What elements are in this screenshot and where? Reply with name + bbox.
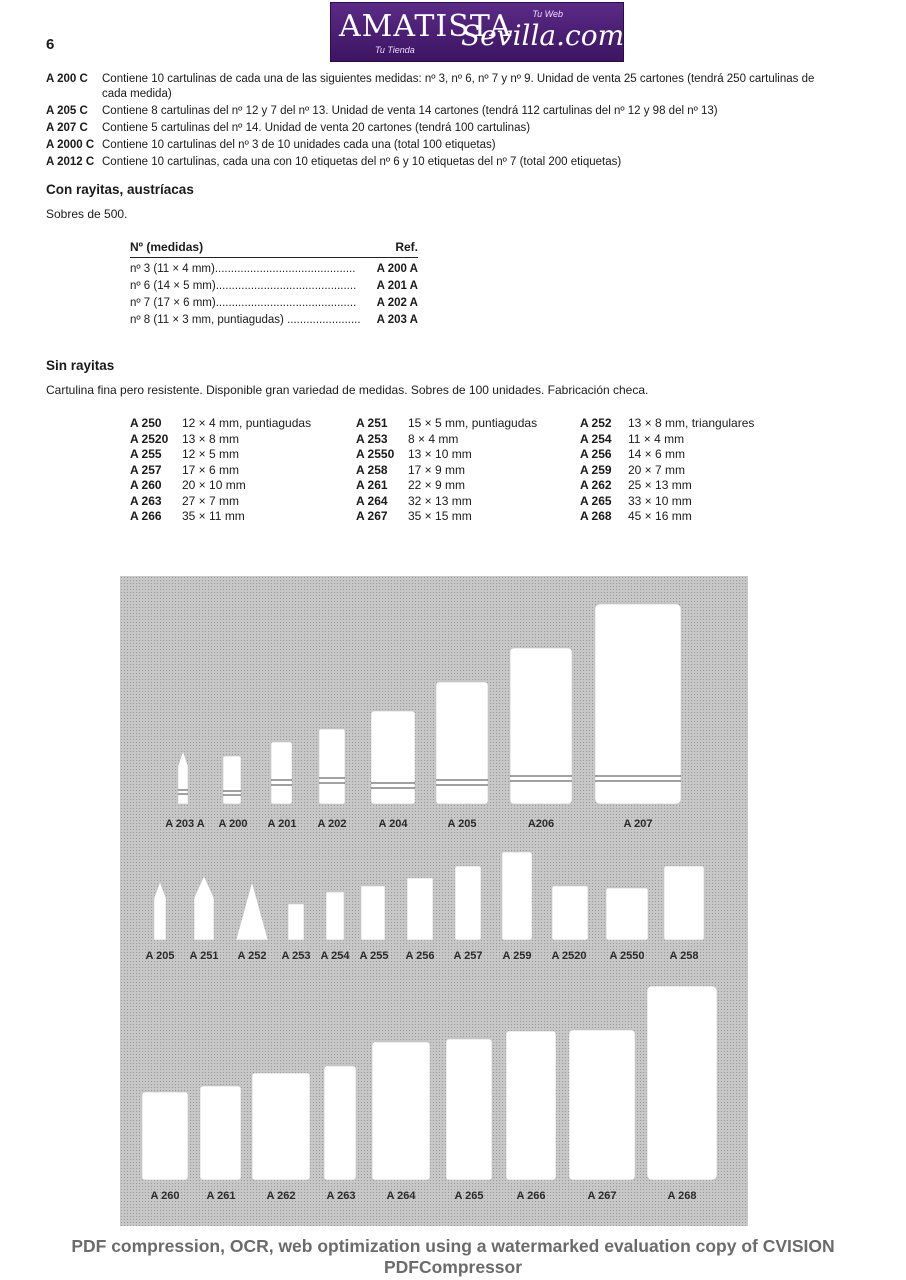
ref-cell: A 201 A — [376, 280, 418, 292]
label-shape — [647, 986, 717, 1180]
code: A 2000 C — [46, 139, 95, 151]
label-shape — [455, 866, 481, 940]
label-shape — [552, 886, 588, 940]
photo-label: A 267 — [587, 1190, 617, 1202]
list-item — [580, 416, 754, 432]
item-size: 33 × 10 mm — [628, 493, 692, 508]
label-shape — [200, 1086, 241, 1180]
item-size: 14 × 6 mm — [628, 447, 686, 461]
size-cell: nº 7 (17 × 6 mm)............................................ — [130, 297, 357, 309]
photo-label: A 258 — [669, 950, 699, 962]
list-item — [130, 509, 311, 525]
item-code: A 252 — [580, 416, 612, 430]
code-row — [46, 155, 836, 170]
label-shape — [178, 751, 188, 804]
item-code: A 2550 — [356, 447, 395, 461]
photo-label: A 254 — [320, 950, 350, 962]
photo-label: A 263 — [326, 1190, 356, 1202]
list-item — [580, 432, 754, 448]
label-shape — [326, 892, 344, 940]
item-code: A 2520 — [130, 431, 169, 446]
watermark-text: PDF compression, OCR, web optimization using a watermarked evaluation copy of CVISION PDFCompressor — [71, 1236, 835, 1277]
amatista-logo — [330, 2, 624, 62]
logo-sub-text: Sevilla.com — [461, 19, 625, 52]
table-row — [130, 297, 418, 314]
item-size: 11 × 4 mm — [628, 431, 685, 446]
col-sizes-header: Nº (medidas) — [130, 240, 204, 254]
photo-label: A206 — [527, 818, 555, 830]
sizes-table — [130, 240, 418, 331]
photo-label: A 266 — [516, 1190, 546, 1202]
table-row — [130, 280, 418, 297]
item-size: 12 × 4 mm, puntiagudas — [182, 416, 312, 430]
item-code: A 255 — [130, 447, 162, 461]
labels-photo — [120, 576, 748, 1226]
item-size: 13 × 10 mm — [408, 447, 472, 461]
list-item — [356, 416, 537, 432]
item-code: A 260 — [130, 478, 162, 492]
list-item — [356, 447, 537, 463]
photo-label: A 264 — [386, 1190, 416, 1202]
item-size: 17 × 9 mm — [408, 462, 466, 477]
photo-label: A 252 — [237, 950, 267, 962]
col-ref-header: Ref. — [395, 240, 418, 254]
photo-label: A 256 — [405, 950, 435, 962]
page-number: 6 — [46, 36, 55, 53]
photo-label: A 253 — [281, 950, 311, 962]
labels-illustration — [120, 576, 748, 1226]
photo-label: A 205 — [145, 950, 175, 962]
item-code: A 256 — [580, 447, 612, 461]
list-item — [580, 463, 754, 479]
photo-label: A 255 — [359, 950, 389, 962]
item-size: 15 × 5 mm, puntiagudas — [408, 416, 538, 430]
item-code: A 268 — [580, 509, 612, 523]
code-row — [46, 72, 836, 102]
photo-label: A 259 — [502, 950, 532, 962]
photo-label: A 262 — [266, 1190, 296, 1202]
photo-label: A 205 — [447, 818, 477, 830]
photo-label: A 201 — [267, 818, 297, 830]
list-item — [580, 509, 754, 525]
code: A 200 C — [46, 73, 88, 85]
size-cell: nº 6 (14 × 5 mm)............................................ — [130, 280, 357, 292]
label-shape — [236, 882, 268, 940]
section-title-con-rayitas: Con rayitas, austríacas — [46, 182, 194, 197]
list-item — [356, 432, 537, 448]
label-shape — [361, 886, 385, 940]
list-item — [130, 478, 311, 494]
list-item — [580, 478, 754, 494]
label-shape — [252, 1073, 310, 1180]
list-item — [130, 463, 311, 479]
photo-label: A 2520 — [551, 950, 587, 962]
item-code: A 262 — [580, 478, 612, 492]
item-code: A 257 — [130, 462, 162, 477]
item-code: A 259 — [580, 462, 612, 477]
item-code: A 251 — [356, 416, 388, 430]
sizes-column-2 — [356, 416, 537, 525]
item-code: A 265 — [580, 493, 612, 508]
label-shape — [288, 904, 304, 940]
item-code: A 261 — [356, 478, 388, 492]
label-shape — [595, 604, 681, 804]
photo-label: A 265 — [454, 1190, 484, 1202]
item-size: 13 × 8 mm, triangulares — [628, 416, 755, 430]
code-description: Contiene 8 cartulinas del nº 12 y 7 del nº 13. Unidad de venta 14 cartones (tendrá 112 cartulinas del nº 12 y 98 del nº 13) — [102, 105, 718, 117]
item-size: 20 × 10 mm — [182, 478, 246, 492]
logo-tag-shop: Tu Tienda — [375, 45, 415, 55]
section-title-sin-rayitas: Sin rayitas — [46, 358, 115, 373]
code-row — [46, 138, 836, 153]
item-code: A 254 — [580, 431, 612, 446]
list-item — [130, 494, 311, 510]
photo-label: A 257 — [453, 950, 483, 962]
table-row — [130, 263, 418, 280]
label-shape — [569, 1030, 635, 1180]
item-size: 13 × 8 mm — [182, 431, 240, 446]
section-subtitle-sin-rayitas: Cartulina fina pero resistente. Disponible gran variedad de medidas. Sobres de 100 unidades. Fabricación checa. — [46, 383, 649, 397]
code-row — [46, 104, 836, 119]
label-shape — [502, 852, 532, 940]
photo-label: A 202 — [317, 818, 347, 830]
code-row — [46, 121, 836, 136]
item-code: A 250 — [130, 416, 162, 430]
label-shape — [506, 1031, 556, 1180]
list-item — [130, 416, 311, 432]
item-size: 35 × 15 mm — [408, 509, 472, 523]
photo-label: A 268 — [667, 1190, 697, 1202]
item-code: A 263 — [130, 493, 162, 508]
code-description: Contiene 10 cartulinas de cada una de las siguientes medidas: nº 3, nº 6, nº 7 y nº 9. Unidad de venta 25 cartones (tendrá 250 cartulinas de cada medida) — [102, 73, 815, 100]
label-shape — [436, 682, 488, 804]
photo-label: A 2550 — [609, 950, 645, 962]
ref-cell: A 202 A — [376, 297, 418, 309]
label-shape — [271, 742, 292, 804]
list-item — [356, 478, 537, 494]
photo-label: A 203 A — [165, 818, 205, 830]
photo-label: A 207 — [623, 818, 653, 830]
item-size: 27 × 7 mm — [182, 493, 240, 508]
item-code: A 267 — [356, 509, 388, 523]
item-size: 17 × 6 mm — [182, 462, 240, 477]
label-shape — [142, 1092, 188, 1180]
label-shape — [664, 866, 704, 940]
ref-cell: A 200 A — [376, 263, 418, 275]
code-description: Contiene 10 cartulinas del nº 3 de 10 unidades cada una (total 100 etiquetas) — [102, 139, 496, 151]
label-shape — [324, 1066, 356, 1180]
photo-label: A 204 — [378, 818, 408, 830]
list-item — [130, 447, 311, 463]
code-description: Contiene 5 cartulinas del nº 14. Unidad de venta 20 cartones (tendrá 100 cartulinas) — [102, 122, 531, 134]
label-shape — [194, 876, 214, 940]
sizes-column-3 — [580, 416, 754, 525]
item-size: 32 × 13 mm — [408, 493, 472, 508]
code: A 2012 C — [46, 156, 95, 168]
section-subtitle-con-rayitas: Sobres de 500. — [46, 207, 128, 221]
label-shape — [446, 1039, 492, 1180]
item-size: 20 × 7 mm — [628, 462, 686, 477]
sizes-column-1 — [130, 416, 311, 525]
item-size: 45 × 16 mm — [628, 509, 692, 523]
table-row — [130, 314, 418, 331]
label-shape — [223, 756, 241, 804]
item-size: 12 × 5 mm — [182, 447, 240, 461]
list-item — [580, 447, 754, 463]
product-codes-list — [46, 72, 836, 172]
table-header — [130, 240, 418, 258]
item-size: 25 × 13 mm — [628, 478, 692, 492]
size-cell: nº 3 (11 × 4 mm)............................................ — [130, 263, 356, 275]
list-item — [356, 463, 537, 479]
label-shape — [154, 882, 166, 940]
item-code: A 266 — [130, 509, 162, 523]
item-size: 8 × 4 mm — [408, 431, 459, 446]
label-shape — [319, 729, 345, 804]
label-shape — [407, 878, 433, 940]
code: A 205 C — [46, 105, 88, 117]
item-code: A 258 — [356, 462, 388, 477]
size-cell: nº 8 (11 × 3 mm, puntiagudas) ....................... — [130, 314, 361, 326]
label-shape — [606, 888, 648, 940]
photo-label: A 260 — [150, 1190, 180, 1202]
item-code: A 264 — [356, 493, 388, 508]
code: A 207 C — [46, 122, 88, 134]
logo-main-text: AMATISTA — [339, 9, 512, 44]
photo-label: A 261 — [206, 1190, 236, 1202]
list-item — [356, 509, 537, 525]
item-size: 35 × 11 mm — [182, 509, 245, 523]
label-shape — [372, 1042, 430, 1180]
logo-tag-web: Tu Web — [532, 9, 563, 19]
photo-label: A 251 — [189, 950, 219, 962]
photo-label: A 200 — [218, 818, 248, 830]
code-description: Contiene 10 cartulinas, cada una con 10 etiquetas del nº 6 y 10 etiquetas del nº 7 (total 200 etiquetas) — [102, 156, 622, 168]
list-item — [580, 494, 754, 510]
item-size: 22 × 9 mm — [408, 478, 466, 492]
item-code: A 253 — [356, 431, 388, 446]
ref-cell: A 203 A — [376, 314, 418, 326]
list-item — [130, 432, 311, 448]
label-shape — [371, 711, 415, 804]
list-item — [356, 494, 537, 510]
